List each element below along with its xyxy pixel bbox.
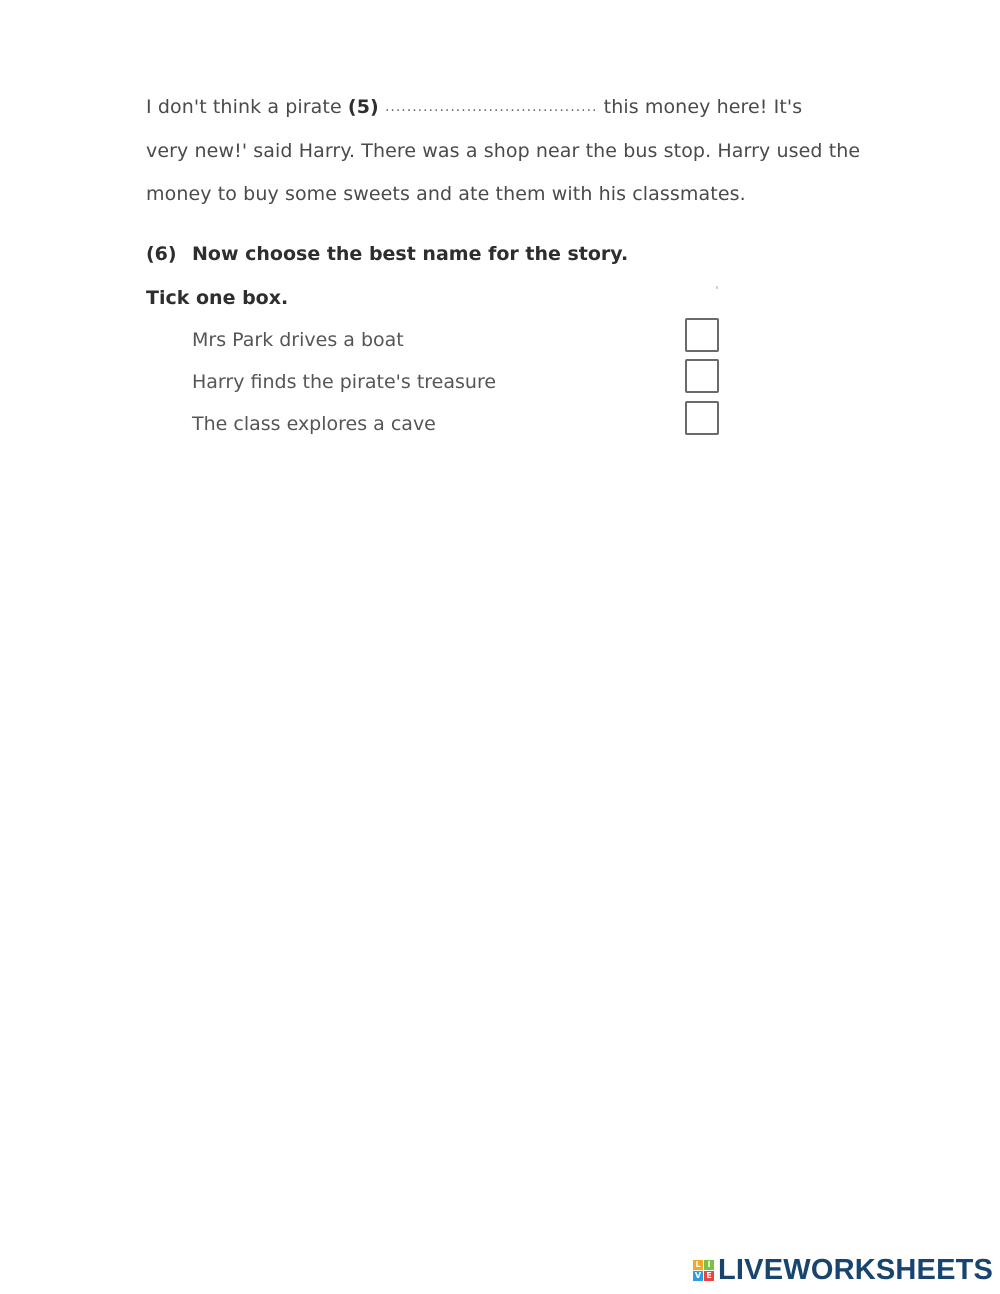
question-number: (6) — [146, 243, 177, 265]
gap-number-5: (5) — [347, 96, 379, 118]
logo-tile: E — [704, 1271, 714, 1281]
passage-line-3: money to buy some sweets and ate them with his classmates. — [146, 183, 746, 205]
option-label: Mrs Park drives a boat — [192, 329, 404, 351]
passage-line-2: very new!' said Harry. There was a shop near the bus stop. Harry used the — [146, 140, 861, 162]
logo-tiles-icon — [693, 1260, 714, 1281]
logo-tile: V — [694, 1270, 702, 1280]
tick-box-option-2[interactable] — [685, 359, 719, 393]
logo-tile: L — [693, 1260, 703, 1270]
logo-tile: I — [704, 1260, 714, 1270]
option-label: The class explores a cave — [192, 413, 436, 435]
question-6 — [146, 243, 628, 265]
answer-gap-5[interactable]: ....................................... — [384, 99, 598, 115]
liveworksheets-logo[interactable] — [693, 1255, 993, 1285]
option-label: Harry finds the pirate's treasure — [192, 371, 497, 393]
logo-text: LIVEWORKSHEETS — [718, 1253, 994, 1286]
question-text: Now choose the best name for the story. — [192, 243, 629, 265]
passage-line-1 — [146, 96, 802, 118]
tick-box-option-1[interactable] — [685, 318, 719, 352]
tick-box-option-3[interactable] — [685, 401, 719, 435]
instruction-text: Tick one box. — [146, 287, 289, 309]
passage-text: this money here! It's — [603, 96, 803, 118]
passage-text: I don't think a pirate — [146, 96, 342, 118]
scan-speck — [716, 286, 718, 289]
